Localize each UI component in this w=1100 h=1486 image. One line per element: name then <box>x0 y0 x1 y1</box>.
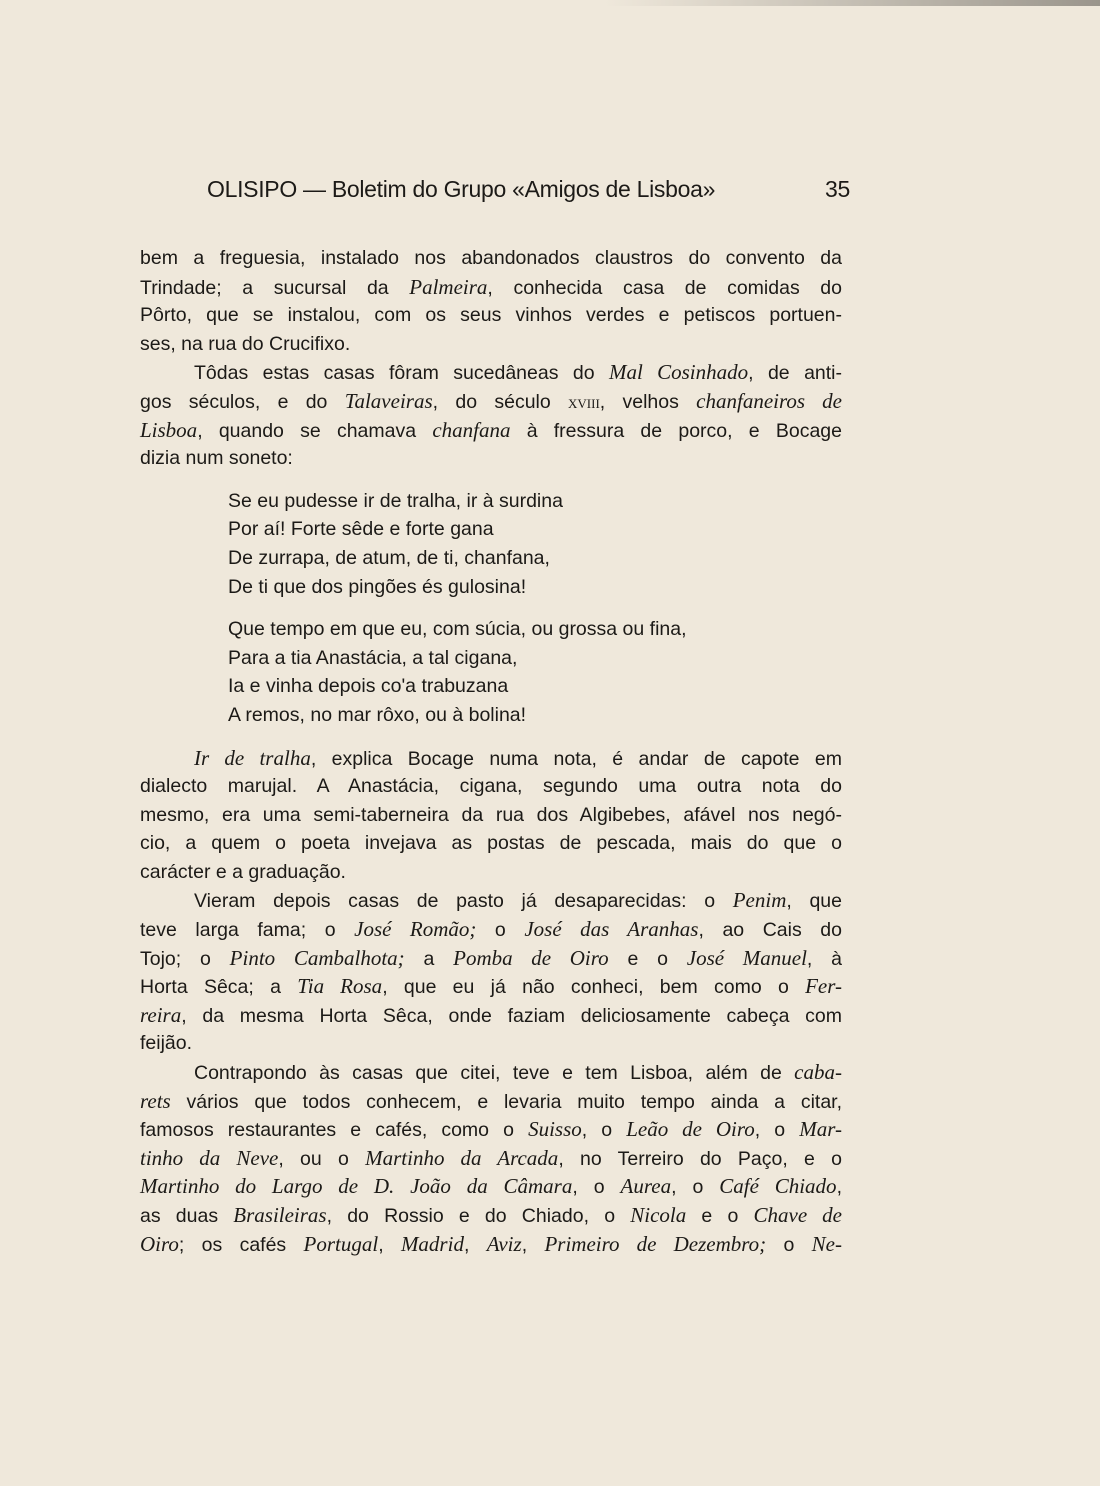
text-line: rets vários que todos conhecem, e levaria muito tempo ainda a citar, <box>140 1088 842 1113</box>
text-line: Pôrto, que se instalou, com os seus vinhos verdes e petiscos portuen- <box>140 304 842 327</box>
text-line: feijão. <box>140 1032 193 1055</box>
text-line: Oiro; os cafés Portugal, Madrid, Aviz, Primeiro de Dezembro; o Ne- <box>140 1231 842 1256</box>
text-line: carácter e a graduação. <box>140 860 346 883</box>
text-line: cio, a quem o poeta invejava as postas de pescada, mais do que o <box>140 832 842 855</box>
text-line: reira, da mesma Horta Sêca, onde faziam deliciosamente cabeça com <box>140 1002 842 1027</box>
text-line: teve larga fama; o José Romão; o José das Aranhas, ao Cais do <box>140 917 843 942</box>
text-line: famosos restaurantes e cafés, como o Suisso, o Leão de Oiro, o Mar- <box>140 1117 842 1142</box>
text-line: dialecto marujal. A Anastácia, cigana, segundo uma outra nota do <box>140 775 842 798</box>
text-line: gos séculos, e do Talaveiras, do século xviii, velhos chanfaneiros de <box>140 388 842 413</box>
page-top-edge <box>0 0 1100 6</box>
verse-line: De ti que dos pingões és gulosina! <box>228 575 527 598</box>
text-line: Contrapondo às casas que citei, teve e tem Lisboa, além de caba- <box>194 1060 842 1085</box>
text-line: Ir de tralha, explica Bocage numa nota, é andar de capote em <box>194 745 842 770</box>
text-line: Tôdas estas casas fôram sucedâneas do Mal Cosinhado, de anti- <box>194 360 842 385</box>
text-line: ses, na rua do Crucifixo. <box>140 332 351 355</box>
text-line: Trindade; a sucursal da Palmeira, conhecida casa de comidas do <box>140 274 842 299</box>
article-body <box>140 244 842 1258</box>
text-line: Vieram depois casas de pasto já desaparecidas: o Penim, que <box>194 888 842 913</box>
text-line: tinho da Neve, ou o Martinho da Arcada, no Terreiro do Paço, e o <box>140 1145 843 1170</box>
verse-stanza <box>140 615 842 729</box>
verse-line: De zurrapa, de atum, de ti, chanfana, <box>228 546 550 569</box>
verse-stanza <box>140 487 842 601</box>
text-line: mesmo, era uma semi-taberneira da rua dos Algibebes, afável nos negó- <box>140 803 842 826</box>
text-line: Horta Sêca; a Tia Rosa, que eu já não conheci, bem como o Fer- <box>140 974 842 999</box>
verse-line: Para a tia Anastácia, a tal cigana, <box>228 646 518 669</box>
text-line: Martinho do Largo de D. João da Câmara, o Aurea, o Café Chiado, <box>140 1174 842 1199</box>
verse-line: A remos, no mar rôxo, ou à bolina! <box>228 703 527 726</box>
text-line: dizia num soneto: <box>140 447 293 470</box>
verse-line: Ia e vinha depois co'a trabuzana <box>228 675 509 698</box>
text-line: Lisboa, quando se chamava chanfana à fressura de porco, e Bocage <box>140 417 842 442</box>
text-line: Tojo; o Pinto Cambalhota; a Pomba de Oiro e o José Manuel, à <box>140 945 842 970</box>
text-line: as duas Brasileiras, do Rossio e do Chiado, o Nicola e o Chave de <box>140 1203 842 1227</box>
verse-line: Que tempo em que eu, com súcia, ou grossa ou fina, <box>228 618 687 641</box>
verse-line: Por aí! Forte sêde e forte gana <box>228 518 494 541</box>
text-line: bem a freguesia, instalado nos abandonados claustros do convento da <box>140 247 842 269</box>
verse-line: Se eu pudesse ir de tralha, ir à surdina <box>228 489 563 512</box>
journal-title: OLISIPO — Boletim do Grupo «Amigos de Lisboa» <box>207 176 716 202</box>
page-number: 35 <box>825 176 850 202</box>
